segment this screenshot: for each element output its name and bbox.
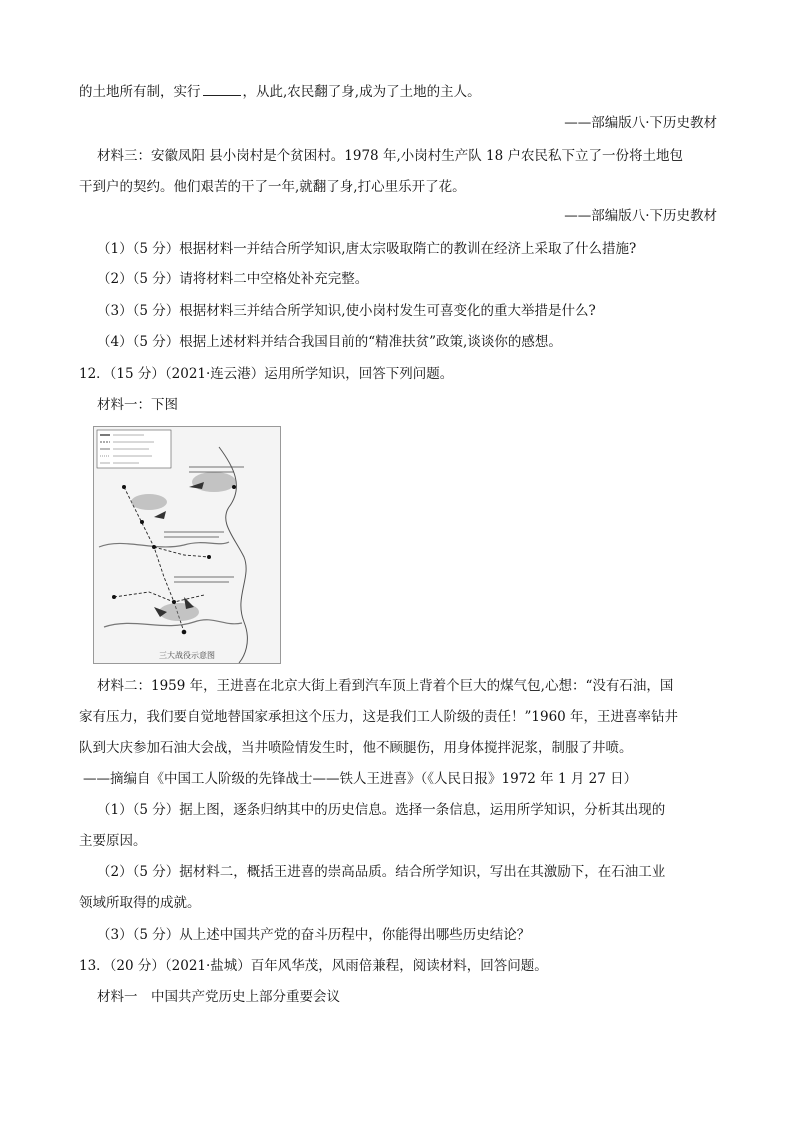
map-caption: 三大战役示意图 xyxy=(159,651,215,660)
material-three-line-2: 干到户的契约。他们艰苦的干了一年,就翻了身,打心里乐开了花。 xyxy=(79,179,466,195)
fill-in-blank[interactable] xyxy=(203,81,241,96)
material-two-line-3: 队到大庆参加石油大会战，当井喷险情发生时，他不顾腿伤，用身体搅拌泥浆，制服了井喷。 xyxy=(79,740,633,756)
material-two-end-line xyxy=(79,81,794,102)
question-12-1-line-2: 主要原因。 xyxy=(79,833,147,849)
question-4: （4）（5 分）根据上述材料并结合我国目前的“精准扶贫”政策,谈谈你的感想。 xyxy=(97,334,562,350)
question-12-2-line-2: 领域所取得的成就。 xyxy=(79,895,201,911)
material-one-label: 材料一：下图 xyxy=(97,397,178,413)
question-1: （1）（5 分）根据材料一并结合所学知识,唐太宗吸取隋亡的教训在经济上采取了什么措施? xyxy=(97,241,637,257)
question-2: （2）（5 分）请将材料二中空格处补充完整。 xyxy=(97,271,369,287)
text-fragment: 的土地所有制，实行 xyxy=(79,84,201,100)
question-12-2-line-1: （2）（5 分）据材料二，概括王进喜的崇高品质。结合所学知识，写出在其激励下，在石油工业 xyxy=(97,864,666,880)
question-12-1-line-1: （1）（5 分）据上图，逐条归纳其中的历史信息。选择一条信息，运用所学知识，分析其出现的 xyxy=(97,802,666,818)
question-12-3: （3）（5 分）从上述中国共产党的奋斗历程中，你能得出哪些历史结论？ xyxy=(97,927,531,943)
material-two-line-1: 材料二：1959 年，王进喜在北京大街上看到汽车顶上背着个巨大的煤气包,心想：“没有石油，国 xyxy=(97,678,674,694)
three-campaigns-map-image xyxy=(93,426,281,664)
material-three-line-1: 材料三：安徽凤阳 县小岗村是个贫困村。1978 年,小岗村生产队 18 户农民私下立了一份将土地包 xyxy=(97,148,683,164)
question-12-header: 12．（15 分）（2021·连云港）运用所学知识，回答下列问题。 xyxy=(79,366,454,382)
map-drawing xyxy=(94,427,280,663)
material-one-heading: 材料一 中国共产党历史上部分重要会议 xyxy=(97,989,340,1005)
material-two-line-2: 家有压力，我们要自觉地替国家承担这个压力，这是我们工人阶级的责任！”1960 年，王进喜率钻井 xyxy=(79,709,679,725)
source-citation: ——部编版八·下历史教材 xyxy=(564,115,717,131)
question-3: （3）（5 分）根据材料三并结合所学知识,使小岗村发生可喜变化的重大举措是什么? xyxy=(97,303,596,319)
source-citation: ——部编版八·下历史教材 xyxy=(564,208,717,224)
text-fragment: ，从此,农民翻了身,成为了土地的主人。 xyxy=(242,84,481,100)
question-13-header: 13．（20 分）（2021·盐城）百年风华茂，风雨倍兼程，阅读材料，回答问题。 xyxy=(79,958,548,974)
material-two-source: ——摘编自《中国工人阶级的先锋战士——铁人王进喜》（《人民日报》1972 年 1 月 27 日） xyxy=(83,771,638,787)
